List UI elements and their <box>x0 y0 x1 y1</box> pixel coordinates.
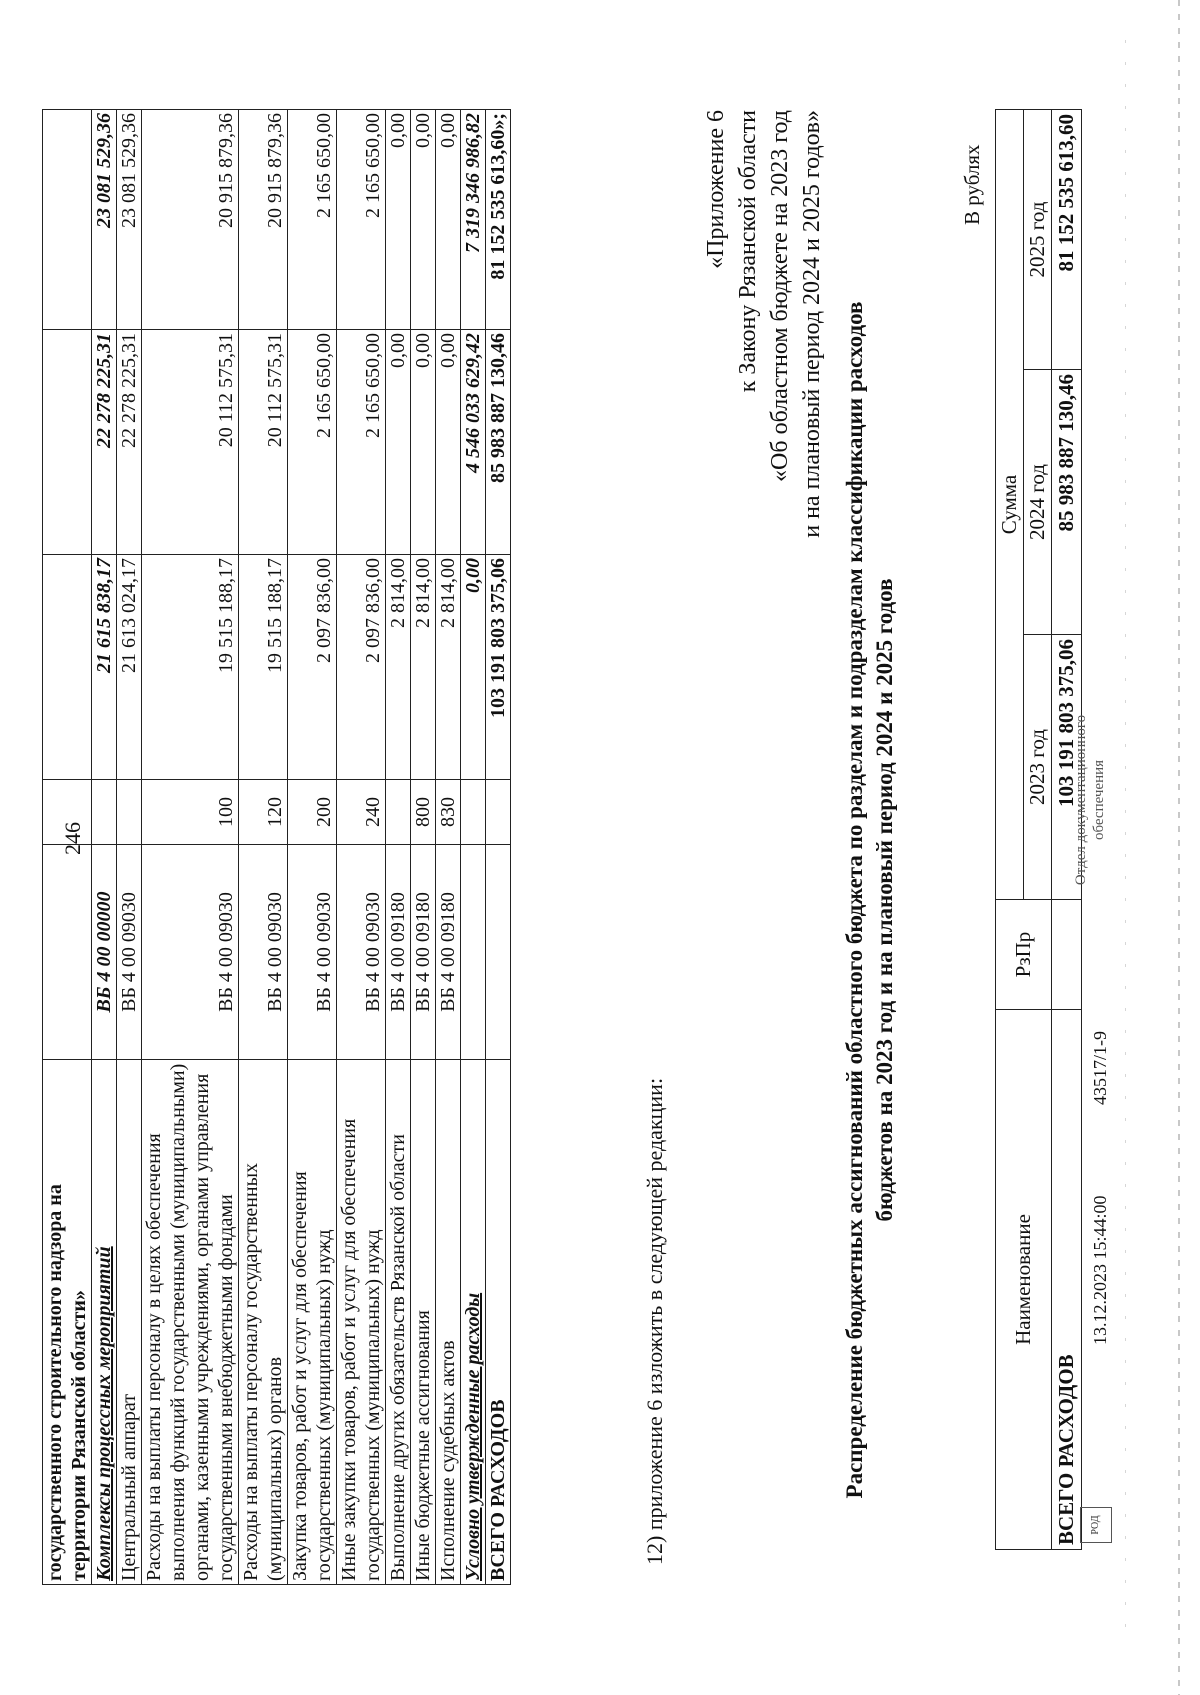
cell-vr: 240 <box>337 780 386 845</box>
budget-table-new <box>995 109 1082 1550</box>
cell-y2025: 23 081 529,36 <box>92 110 117 330</box>
table-row <box>337 110 386 1585</box>
cell-name: государственного строительного надзора на <box>43 1060 68 1585</box>
cell-y2024: 2 165 650,00 <box>288 330 337 555</box>
cell-vr: 120 <box>239 780 288 845</box>
header-2025: 2025 год <box>1024 109 1052 369</box>
cell-vr <box>386 780 411 845</box>
cell-y2023: 103 191 803 375,06 <box>486 555 511 780</box>
cell-name: Расходы на выплаты персоналу государственных (муниципальных) органов <box>239 1060 288 1585</box>
cell-vr <box>461 780 486 845</box>
cell-y2025: 81 152 535 613,60»; <box>486 110 511 330</box>
cell-y2024: 20 112 575,31 <box>239 330 288 555</box>
cell-code: ВБ 4 00 09030 <box>239 845 288 1060</box>
cell-y2025: 2 165 650,00 <box>288 110 337 330</box>
cell-vr <box>117 780 142 845</box>
page-title <box>840 250 900 1550</box>
cell-y2025: 20 915 879,36 <box>142 110 239 330</box>
organization-logo: РОД <box>1080 1507 1112 1543</box>
cell-y2025 <box>67 110 92 330</box>
cell-vr <box>43 780 68 845</box>
cell-code: ВБ 4 00 09180 <box>411 845 436 1060</box>
cell-code: ВБ 4 00 09030 <box>117 845 142 1060</box>
title-line-1: Распределение бюджетных ассигнований областного бюджета по разделам и подразделам классификации расходов <box>842 301 867 1499</box>
cell-y2025: 23 081 529,36 <box>117 110 142 330</box>
table-row <box>461 110 486 1585</box>
cell-y2024: 22 278 225,31 <box>92 330 117 555</box>
cell-vr <box>486 780 511 845</box>
page-number: 246 <box>60 822 85 855</box>
cell-vr <box>92 780 117 845</box>
footer-datetime: 13.12.2023 15:44:00 <box>1090 1195 1110 1345</box>
appendix-caption <box>700 110 828 645</box>
amendment-instruction: 12) приложение 6 изложить в следующей редакции: <box>642 1077 667 1565</box>
cell-name: Центральный аппарат <box>117 1060 142 1585</box>
cell-y2023: 19 515 188,17 <box>239 555 288 780</box>
table-row <box>43 110 68 1585</box>
cell-name: Закупка товаров, работ и услуг для обеспечения государственных (муниципальных) нужд <box>288 1060 337 1585</box>
units-label: В рублях <box>960 144 984 225</box>
title-line-2: бюджетов на 2023 год и на плановый период 2024 и 2025 годов <box>872 578 897 1222</box>
cell-code: ВБ 4 00 09030 <box>288 845 337 1060</box>
cell-code <box>67 845 92 1060</box>
cell-y2025: 0,00 <box>411 110 436 330</box>
cell-code: ВБ 4 00 09180 <box>436 845 461 1060</box>
cell-code <box>43 845 68 1060</box>
cell-y2023: 2 097 836,00 <box>337 555 386 780</box>
cell-name: Исполнение судебных актов <box>436 1060 461 1585</box>
cell-y2023: 2 814,00 <box>436 555 461 780</box>
cell-code: ВБ 4 00 09030 <box>337 845 386 1060</box>
cell-name: Иные закупки товаров, работ и услуг для обеспечения государственных (муниципальных) нужд <box>337 1060 386 1585</box>
appendix-line-1: «Приложение 6 <box>703 110 729 269</box>
total-name: ВСЕГО РАСХОДОВ <box>1052 1010 1082 1550</box>
budget-table-continued <box>42 109 511 1585</box>
cell-y2023 <box>43 555 68 780</box>
table-row <box>288 110 337 1585</box>
table-row <box>142 110 239 1585</box>
cell-y2025: 20 915 879,36 <box>239 110 288 330</box>
cell-y2025: 7 319 346 986,82 <box>461 110 486 330</box>
cell-name: Условно утвержденные расходы <box>461 1060 486 1585</box>
table-row <box>411 110 436 1585</box>
table-row <box>386 110 411 1585</box>
appendix-line-2: к Закону Рязанской области <box>735 110 761 393</box>
cell-y2023: 2 814,00 <box>386 555 411 780</box>
cell-code: ВБ 4 00 09030 <box>142 845 239 1060</box>
cell-y2024: 2 165 650,00 <box>337 330 386 555</box>
header-2024: 2024 год <box>1024 370 1052 635</box>
table-row <box>92 110 117 1585</box>
header-name: Наименование <box>996 1010 1052 1550</box>
cell-name: Выполнение других обязательств Рязанской области <box>386 1060 411 1585</box>
cell-vr: 100 <box>142 780 239 845</box>
department-stamp <box>1072 685 1108 915</box>
cell-name: территории Рязанской области» <box>67 1060 92 1585</box>
appendix-line-4: и на плановый период 2024 и 2025 годов» <box>799 110 825 538</box>
cell-y2023: 21 615 838,17 <box>92 555 117 780</box>
header-sum: Сумма <box>996 109 1024 899</box>
cell-vr: 800 <box>411 780 436 845</box>
table-row <box>67 110 92 1585</box>
cell-code: ВБ 4 00 00000 <box>92 845 117 1060</box>
cell-vr: 830 <box>436 780 461 845</box>
cell-y2023: 2 814,00 <box>411 555 436 780</box>
total-2023: 103 191 803 375,06 <box>1052 635 1082 900</box>
cell-code <box>486 845 511 1060</box>
cell-y2024 <box>67 330 92 555</box>
table-row <box>436 110 461 1585</box>
cell-name: Расходы на выплаты персоналу в целях обеспечения выполнения функций государственными (муниципальными) органами, казенными учреждениями, органами управления государственными внебюджетными фондами <box>142 1060 239 1585</box>
cell-y2025: 2 165 650,00 <box>337 110 386 330</box>
cell-y2023: 0,00 <box>461 555 486 780</box>
table-row <box>486 110 511 1585</box>
cell-y2024: 0,00 <box>386 330 411 555</box>
cell-y2024: 22 278 225,31 <box>117 330 142 555</box>
footer-doc-id: 43517/1-9 <box>1090 1031 1110 1105</box>
header-2023: 2023 год <box>1024 635 1052 900</box>
cell-name: Иные бюджетные ассигнования <box>411 1060 436 1585</box>
table-row <box>239 110 288 1585</box>
total-2025: 81 152 535 613,60 <box>1052 109 1082 369</box>
stamp-line-1: Отдел документационного <box>1073 714 1089 886</box>
cell-y2024 <box>43 330 68 555</box>
cell-code: ВБ 4 00 09180 <box>386 845 411 1060</box>
cell-y2023: 21 613 024,17 <box>117 555 142 780</box>
appendix-line-3: «Об областном бюджете на 2023 год <box>767 110 793 482</box>
cell-name: Комплексы процессных мероприятий <box>92 1060 117 1585</box>
cell-vr: 200 <box>288 780 337 845</box>
table-row <box>117 110 142 1585</box>
stamp-line-2: обеспечения <box>1091 759 1107 841</box>
cell-vr <box>67 780 92 845</box>
cell-name: ВСЕГО РАСХОДОВ <box>486 1060 511 1585</box>
cell-y2025: 0,00 <box>436 110 461 330</box>
header-rzpr: РзПр <box>996 900 1052 1010</box>
cell-y2023 <box>67 555 92 780</box>
cell-y2024: 4 546 033 629,42 <box>461 330 486 555</box>
total-rzpr <box>1052 900 1082 1010</box>
cell-y2024: 0,00 <box>436 330 461 555</box>
cell-code <box>461 845 486 1060</box>
cell-y2023: 19 515 188,17 <box>142 555 239 780</box>
cell-y2023: 2 097 836,00 <box>288 555 337 780</box>
cell-y2025: 0,00 <box>386 110 411 330</box>
cell-y2024: 20 112 575,31 <box>142 330 239 555</box>
total-2024: 85 983 887 130,46 <box>1052 370 1082 635</box>
cell-y2025 <box>43 110 68 330</box>
cell-y2024: 0,00 <box>411 330 436 555</box>
cell-y2024: 85 983 887 130,46 <box>486 330 511 555</box>
